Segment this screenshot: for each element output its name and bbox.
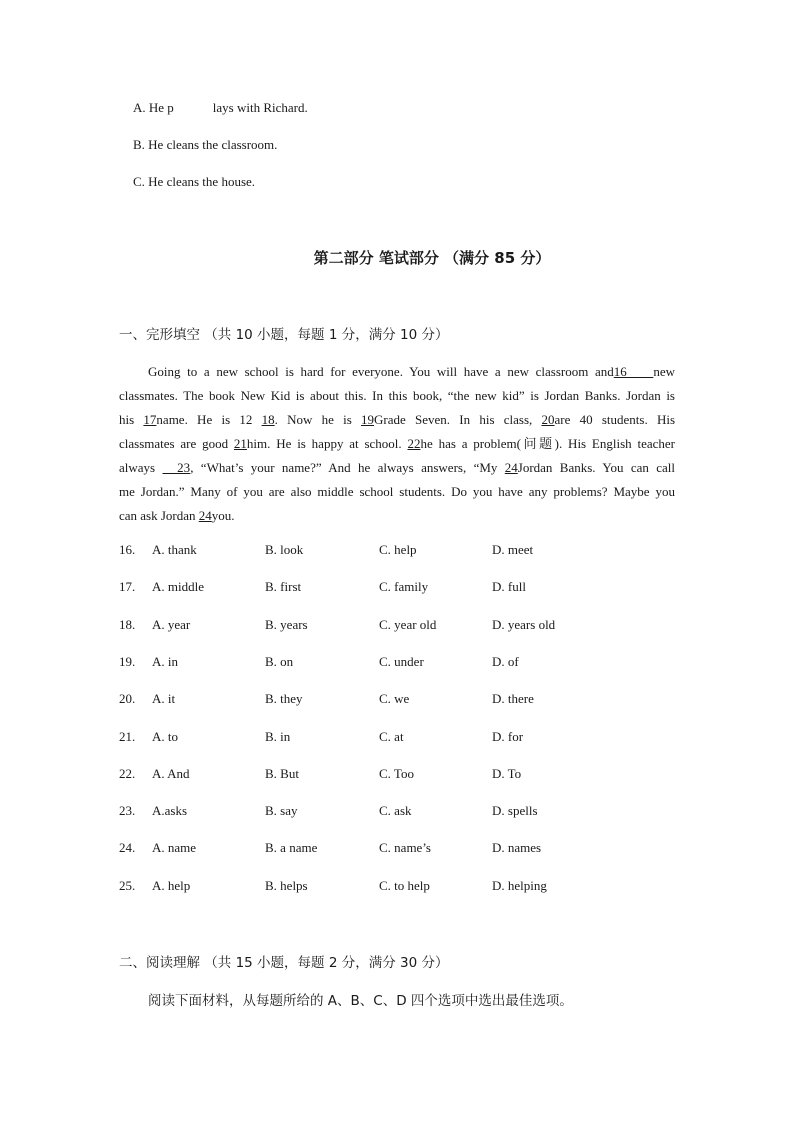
option-b: B. look xyxy=(265,542,304,557)
passage-line: Going to a new school is hard for everyone. You will have a new classroom and16 new xyxy=(148,364,676,379)
question-number: 25. xyxy=(119,877,136,893)
option-d: D. To xyxy=(492,765,522,781)
blank-25: 24 xyxy=(198,508,212,523)
option-d: D. of xyxy=(492,653,519,669)
question-number: 21. xyxy=(119,728,136,744)
passage-line: me Jordan.” Many of you are also middle school students. Do you have any problems? Maybe you xyxy=(119,484,675,499)
option-a: A. to xyxy=(152,728,178,744)
listening-option-a xyxy=(133,100,308,116)
option-c: C. to help xyxy=(379,877,430,893)
option-a: A. And xyxy=(152,765,190,781)
option-a: A. name xyxy=(152,840,197,856)
passage-line: can ask Jordan 24you. xyxy=(119,508,235,523)
blank-18: 18 xyxy=(261,412,275,427)
option-a: A. year xyxy=(152,616,191,632)
option-text: He p lays with Richard. xyxy=(148,100,308,115)
blank-17: 17 xyxy=(143,412,157,427)
option-b: B. they xyxy=(265,691,303,707)
option-b: B. first xyxy=(265,579,302,595)
part-two-title: 第二部分 笔试部分 （满分 85 分） xyxy=(313,249,551,267)
passage-line: classmates. The book New Kid is about this. In this book, “the new kid” is Jordan Banks. Jordan is xyxy=(119,388,675,403)
question-number: 20. xyxy=(119,691,136,707)
option-d: D. full xyxy=(492,579,526,595)
option-c: C. Too xyxy=(379,765,414,781)
option-b: B. helps xyxy=(265,877,308,893)
option-c: C. ask xyxy=(379,803,412,819)
option-d: D. helping xyxy=(492,877,547,893)
option-d: D. for xyxy=(492,728,524,744)
blank-16: 16 xyxy=(613,364,654,379)
question-number: 18. xyxy=(119,616,136,632)
option-d: D. spells xyxy=(492,803,538,819)
option-d: D. years old xyxy=(492,616,556,632)
option-d: D. there xyxy=(492,691,534,707)
option-a: A. it xyxy=(152,691,176,707)
option-c: C. name’s xyxy=(379,840,431,856)
question-number: 22. xyxy=(119,765,136,781)
blank-23: 23 xyxy=(162,460,191,475)
option-b: B. But xyxy=(265,765,299,781)
option-a: A. middle xyxy=(152,579,204,595)
option-c: C. year old xyxy=(379,616,437,632)
option-text: He cleans the house. xyxy=(148,174,256,189)
option-c: C. at xyxy=(379,728,404,744)
passage-line: classmates are good 21him. He is happy at school. 22he has a problem(问题). His English teacher xyxy=(119,436,675,451)
question-number: 16. xyxy=(119,542,136,557)
option-a: A. in xyxy=(152,653,178,669)
option-b: B. years xyxy=(265,616,308,632)
option-letter: C. xyxy=(133,174,145,189)
blank-19: 19 xyxy=(361,412,375,427)
passage-line: his 17name. He is 12 18. Now he is 19Grade Seven. In his class, 20are 40 students. His xyxy=(119,412,676,427)
blank-20: 20 xyxy=(541,412,555,427)
option-b: B. on xyxy=(265,653,294,669)
option-text: He cleans the classroom. xyxy=(148,137,278,152)
option-d: D. names xyxy=(492,840,542,856)
passage-line: always 23, “What’s your name?” And he always answers, “My 24Jordan Banks. You can call xyxy=(119,460,676,475)
option-b: B. in xyxy=(265,728,291,744)
option-c: C. we xyxy=(379,691,410,707)
option-letter: A. xyxy=(133,100,146,115)
option-d: D. meet xyxy=(492,542,534,557)
blank-24: 24 xyxy=(504,460,518,475)
blank-21: 21 xyxy=(233,436,247,451)
question-number: 19. xyxy=(119,653,136,669)
option-a: A. thank xyxy=(152,542,197,557)
question-number: 24. xyxy=(119,840,136,856)
option-letter: B. xyxy=(133,137,145,152)
option-a: A. help xyxy=(152,877,191,893)
listening-option-c xyxy=(133,174,255,190)
option-c: C. family xyxy=(379,579,429,595)
option-c: C. help xyxy=(379,542,417,557)
option-b: B. a name xyxy=(265,840,318,856)
reading-section-heading: 二、阅读理解 （共 15 小题，每题 2 分，满分 30 分） xyxy=(119,955,449,971)
question-number: 23. xyxy=(119,803,136,819)
reading-instruction: 阅读下面材料，从每题所给的 A、B、C、D 四个选项中选出最佳选项。 xyxy=(148,993,573,1009)
option-b: B. say xyxy=(265,803,298,819)
blank-22: 22 xyxy=(407,436,421,451)
question-number: 17. xyxy=(119,579,136,595)
cloze-passage xyxy=(119,360,675,528)
option-c: C. under xyxy=(379,653,424,669)
listening-option-b xyxy=(133,137,277,153)
option-a: A.asks xyxy=(152,803,188,819)
cloze-section-heading: 一、完形填空 （共 10 小题，每题 1 分，满分 10 分） xyxy=(119,327,449,343)
